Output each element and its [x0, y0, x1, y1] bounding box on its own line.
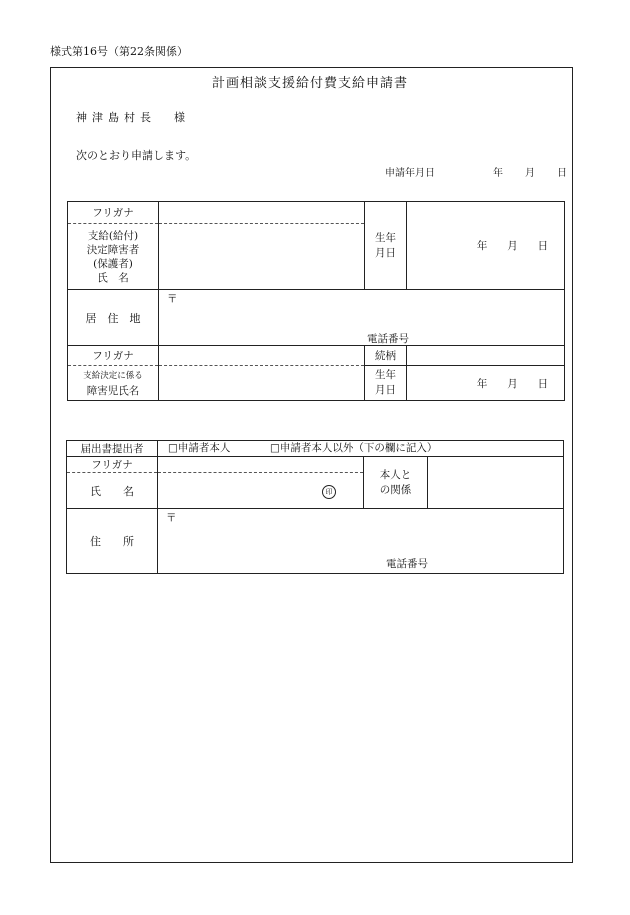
submitter-furigana-field[interactable] [158, 457, 364, 473]
intro-text: 次のとおり申請します。 [76, 149, 197, 162]
residence-label: 居 住 地 [68, 290, 159, 346]
child-furigana-field[interactable] [159, 346, 365, 366]
residence-phone-label: 電話番号 [367, 333, 409, 345]
child-name-field[interactable] [159, 366, 365, 401]
child-birth-year: 年 [476, 377, 488, 390]
option-self-checkbox[interactable]: □申請者本人 [168, 442, 231, 454]
birth-day: 日 [537, 240, 549, 252]
seal-mark-icon: 印 [322, 485, 336, 499]
birth-label-line1: 生年 [375, 231, 396, 244]
applicant-name-label [68, 224, 159, 290]
child-birth-month: 月 [507, 377, 518, 390]
birth-label [365, 202, 407, 290]
birth-month: 月 [507, 240, 518, 252]
relation-field[interactable] [407, 346, 565, 366]
relationship-line2: の関係 [379, 483, 412, 496]
name-label-line4: 氏 名 [97, 271, 129, 284]
form-title: 計画相談支援給付費支給申請書 [212, 76, 409, 91]
addressee: 神津島村長 [76, 111, 156, 124]
birth-date-field[interactable] [407, 202, 565, 290]
name-label-line3: (保護者) [93, 257, 133, 270]
furigana-label: フリガナ [68, 202, 159, 224]
furigana-field[interactable] [159, 202, 365, 224]
name-label-line2: 決定障害者 [86, 243, 140, 256]
submitter-postal-mark: 〒 [166, 512, 177, 524]
submitter-address-field[interactable] [158, 509, 564, 574]
child-label-line1: 支給決定に係る [83, 370, 143, 381]
residence-postal-mark: 〒 [167, 293, 178, 305]
child-birth-line2: 月日 [375, 384, 396, 396]
child-label-line2: 障害児氏名 [86, 384, 140, 397]
submitter-phone-label: 電話番号 [386, 558, 428, 570]
relationship-field[interactable] [428, 457, 564, 509]
application-date-year: 年 [493, 168, 503, 179]
child-furigana-label: フリガナ [68, 346, 159, 366]
child-name-label [68, 366, 159, 401]
application-date-label: 申請年月日 [385, 168, 435, 179]
submitter-name-field[interactable] [158, 473, 364, 509]
child-birth-date-field[interactable] [407, 366, 565, 401]
relation-label: 続柄 [365, 346, 407, 366]
submitter-label: 届出書提出者 [67, 441, 158, 457]
birth-year: 年 [476, 240, 488, 252]
residence-field[interactable] [159, 290, 565, 346]
name-label-line1: 支給(給付) [87, 229, 139, 242]
submitter-table [66, 440, 564, 574]
application-date-month: 月 [525, 168, 535, 179]
birth-label-line2: 月日 [375, 246, 396, 259]
submitter-address-label: 住 所 [67, 509, 158, 574]
submitter-options [158, 441, 564, 457]
child-birth-line1: 生年 [375, 369, 396, 381]
child-birth-label [365, 366, 407, 401]
honorific: 様 [174, 111, 185, 124]
child-birth-day: 日 [537, 377, 549, 390]
submitter-name-label: 氏 名 [67, 473, 158, 509]
option-other-checkbox[interactable]: □申請者本人以外（下の欄に記入） [270, 442, 438, 454]
relationship-line1: 本人と [379, 468, 412, 481]
applicant-table [67, 201, 565, 401]
application-date-day: 日 [557, 168, 567, 179]
relationship-label [364, 457, 428, 509]
submitter-furigana-label: フリガナ [67, 457, 158, 473]
form-number: 様式第16号（第22条関係） [50, 45, 188, 58]
applicant-name-field[interactable] [159, 224, 365, 290]
